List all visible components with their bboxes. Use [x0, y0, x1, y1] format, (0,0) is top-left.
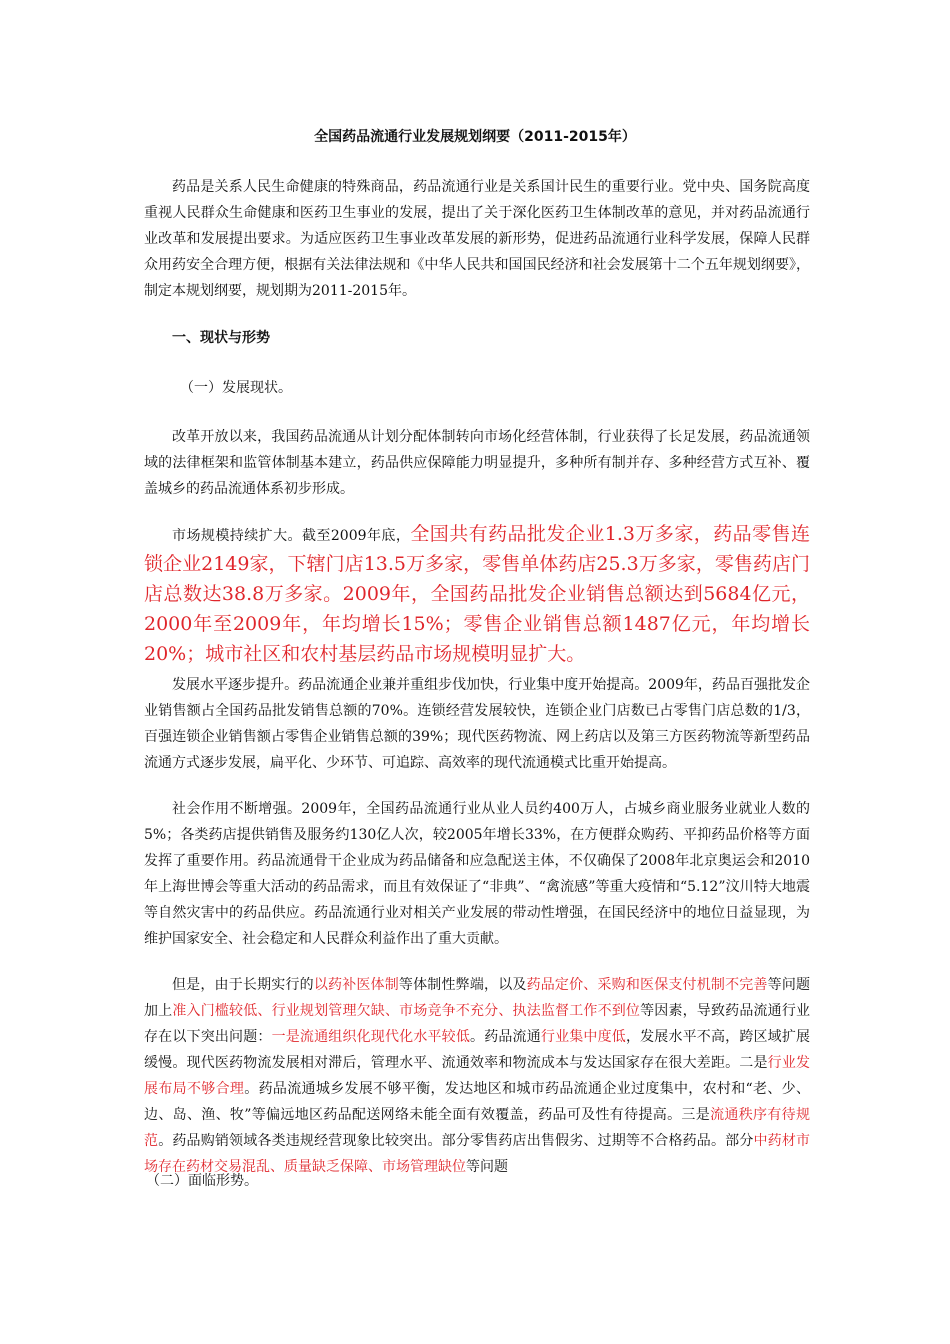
problems-text: 等体制性弊端，以及: [398, 977, 527, 993]
problems-highlight: 中药材市场存在药材交易混乱、质量缺乏保障、市场管理缺位: [144, 1133, 811, 1175]
market-scale-lead: 市场规模持续扩大。截至2009年底，: [172, 528, 411, 544]
problems-highlight: 药品定价、采购和医保支付机制不完善: [526, 977, 768, 993]
problems-highlight: 以药补医体制: [313, 977, 399, 993]
reform-paragraph: 改革开放以来，我国药品流通从计划分配体制转向市场化经营体制，行业获得了长足发展，药品流通领域的法律框架和监管体制基本建立，药品供应保障能力明显提升，多种所有制并存、多种经营方式互补、覆盖城乡的药品流通体系初步形成。: [144, 429, 810, 497]
market-scale-paragraph: [144, 520, 810, 670]
problems-text: 。药品流通城乡发展不够平衡，发达地区和城市药品流通企业过度集中，农村和“老、少、边、岛、渔、牧”等偏远地区药品配送网络未能全面有效覆盖，药品可及性有待提高。三是: [144, 1081, 811, 1123]
development-level-paragraph: 发展水平逐步提升。药品流通企业兼并重组步伐加快，行业集中度开始提高。2009年，药品百强批发企业销售额占全国药品批发销售总额的70%。连锁经营发展较快，连锁企业门店数已占零售门店总数的1/3，百强连锁企业销售额占零售企业销售总额的39%；现代医药物流、网上药店以及第三方医药物流等新型药品流通方式逐步发展，扁平化、少环节、可追踪、高效率的现代流通模式比重开始提高。: [144, 677, 810, 771]
intro-paragraph: 药品是关系人民生命健康的特殊商品，药品流通行业是关系国计民生的重要行业。党中央、国务院高度重视人民群众生命健康和医药卫生事业的发展，提出了关于深化医药卫生体制改革的意见，并对药品流通行业改革和发展提出要求。为适应医药卫生事业改革发展的新形势，促进药品流通行业科学发展，保障人民群众用药安全合理方便，根据有关法律法规和《中华人民共和国国民经济和社会发展第十二个五年规划纲要》，制定本规划纲要，规划期为2011-2015年。: [144, 179, 810, 299]
problems-highlight: 准入门槛较低、行业规划管理欠缺、市场竞争不充分、执法监督工作不到位: [172, 1003, 641, 1019]
problems-paragraph: [144, 972, 810, 1180]
market-scale-highlight: 全国共有药品批发企业1.3万多家，药品零售连锁企业2149家，下辖门店13.5万多家，零售单体药店25.3万多家，零售药店门店总数达38.8万多家。2009年，全国药品批发企业销售总额达到5684亿元，2000年至2009年，年均增长15%；零售企业销售总额1487亿元，年均增长20%；城市社区和农村基层药品市场规模明显扩大。: [144, 523, 810, 665]
problems-text: 但是，由于长期实行的: [172, 977, 314, 993]
problems-text: 。药品购销领域各类违规经营现象比较突出。部分零售药店出售假劣、过期等不合格药品。部分: [158, 1133, 754, 1149]
subsection-heading-2: （二）面临形势。: [146, 1173, 258, 1189]
problems-text: 等因素，导致药品流通行业存在以下突出问题：: [144, 1003, 811, 1045]
section-heading: 一、现状与形势: [172, 330, 270, 346]
social-role-paragraph: 社会作用不断增强。2009年，全国药品流通行业从业人员约400万人，占城乡商业服务业就业人数的5%；各类药店提供销售及服务约130亿人次，较2005年增长33%，在方便群众购药、平抑药品价格等方面发挥了重要作用。药品流通骨干企业成为药品储备和应急配送主体，不仅确保了2008年北京奥运会和2010年上海世博会等重大活动的药品需求，而且有效保证了“非典”、“禽流感”等重大疫情和“5.12”汶川特大地震等自然灾害中的药品供应。药品流通行业对相关产业发展的带动性增强，在国民经济中的地位日益显现，为维护国家安全、社会稳定和人民群众利益作出了重大贡献。: [144, 801, 810, 947]
problems-highlight: 流通秩序有待规范: [144, 1107, 810, 1149]
subsection-heading-1: （一）发展现状。: [180, 380, 292, 396]
problems-highlight: 行业发展布局不够合理: [144, 1055, 811, 1097]
problems-highlight: 行业集中度低: [540, 1029, 626, 1045]
problems-text: 等问题加上: [144, 977, 811, 1019]
document-title: 全国药品流通行业发展规划纲要（2011-2015年）: [314, 129, 636, 145]
problems-text: 。药品流通: [470, 1029, 541, 1045]
problems-text: 等问题: [466, 1159, 508, 1175]
problems-text: ，发展水平不高，跨区域扩展缓慢。现代医药物流发展相对滞后，管理水平、流通效率和物流成本与发达国家存在很大差距。二是: [144, 1029, 811, 1071]
problems-highlight: 一是流通组织化现代化水平较低: [271, 1029, 471, 1045]
